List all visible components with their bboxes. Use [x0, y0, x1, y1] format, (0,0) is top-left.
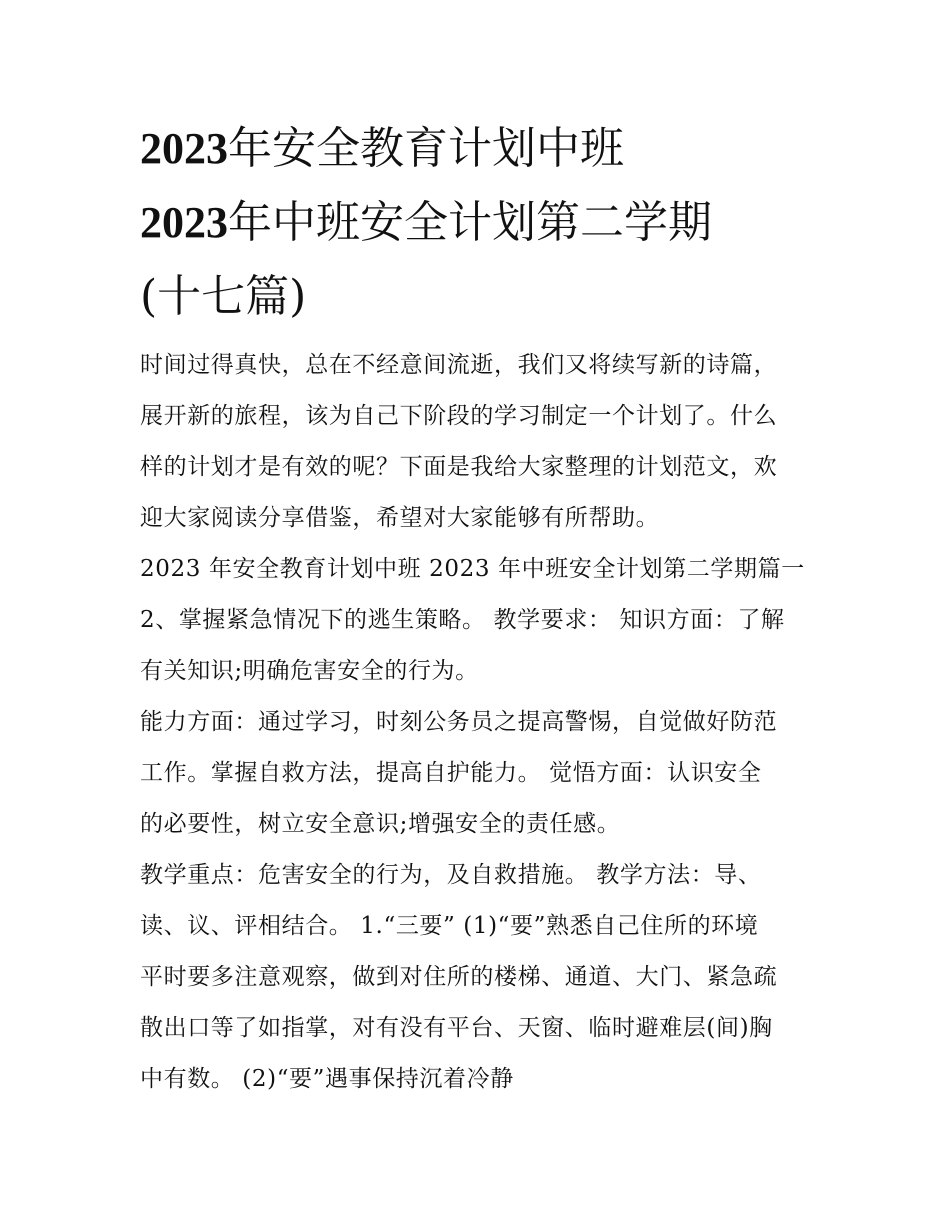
document-page — [140, 112, 820, 1105]
text-line: 平时要多注意观察，做到对住所的楼梯、通道、大门、紧急疏 — [140, 964, 778, 990]
text-line: 迎大家阅读分享借鉴，希望对大家能够有所帮助。 — [140, 505, 660, 531]
text-line: 2、掌握紧急情况下的逃生策略。 教学要求： 知识方面：了解 — [140, 607, 785, 633]
body-paragraph — [140, 850, 820, 952]
text-line: 散出口等了如指掌，对有没有平台、天窗、临时避难层(间)胸 — [140, 1015, 773, 1041]
title-line: 2023年中班安全计划第二学期 — [140, 197, 712, 248]
body-paragraph — [140, 595, 820, 697]
text-line: 工作。掌握自救方法，提高自护能力。 觉悟方面：认识安全 — [140, 760, 762, 786]
text-line: 中有数。 (2)“要”遇事保持沉着冷静 — [140, 1066, 514, 1092]
text-line: 读、议、评相结合。 1.“三要” (1)“要”熟悉自己住所的环境 — [140, 913, 759, 939]
section-heading — [140, 544, 820, 595]
document-body — [140, 340, 820, 1105]
text-line: 能力方面：通过学习，时刻公务员之提高警惕，自觉做好防范 — [140, 709, 778, 735]
text-line: 样的计划才是有效的呢？下面是我给大家整理的计划范文，欢 — [140, 454, 778, 480]
text-line: 的必要性，树立安全意识;增强安全的责任感。 — [140, 811, 621, 837]
body-paragraph — [140, 952, 820, 1105]
intro-paragraph — [140, 340, 820, 544]
title-line: (十七篇) — [140, 271, 307, 322]
text-line: 2023 年安全教育计划中班 2023 年中班安全计划第二学期篇一 — [140, 556, 805, 582]
title-line: 2023年安全教育计划中班 — [140, 123, 624, 174]
text-line: 教学重点：危害安全的行为，及自救措施。 教学方法：导、 — [140, 862, 762, 888]
text-line: 有关知识;明确危害安全的行为。 — [140, 658, 479, 684]
text-line: 时间过得真快，总在不经意间流逝，我们又将续写新的诗篇， — [140, 352, 778, 378]
body-paragraph — [140, 697, 820, 850]
document-title — [140, 112, 820, 334]
text-line: 展开新的旅程，该为自己下阶段的学习制定一个计划了。什么 — [140, 403, 778, 429]
